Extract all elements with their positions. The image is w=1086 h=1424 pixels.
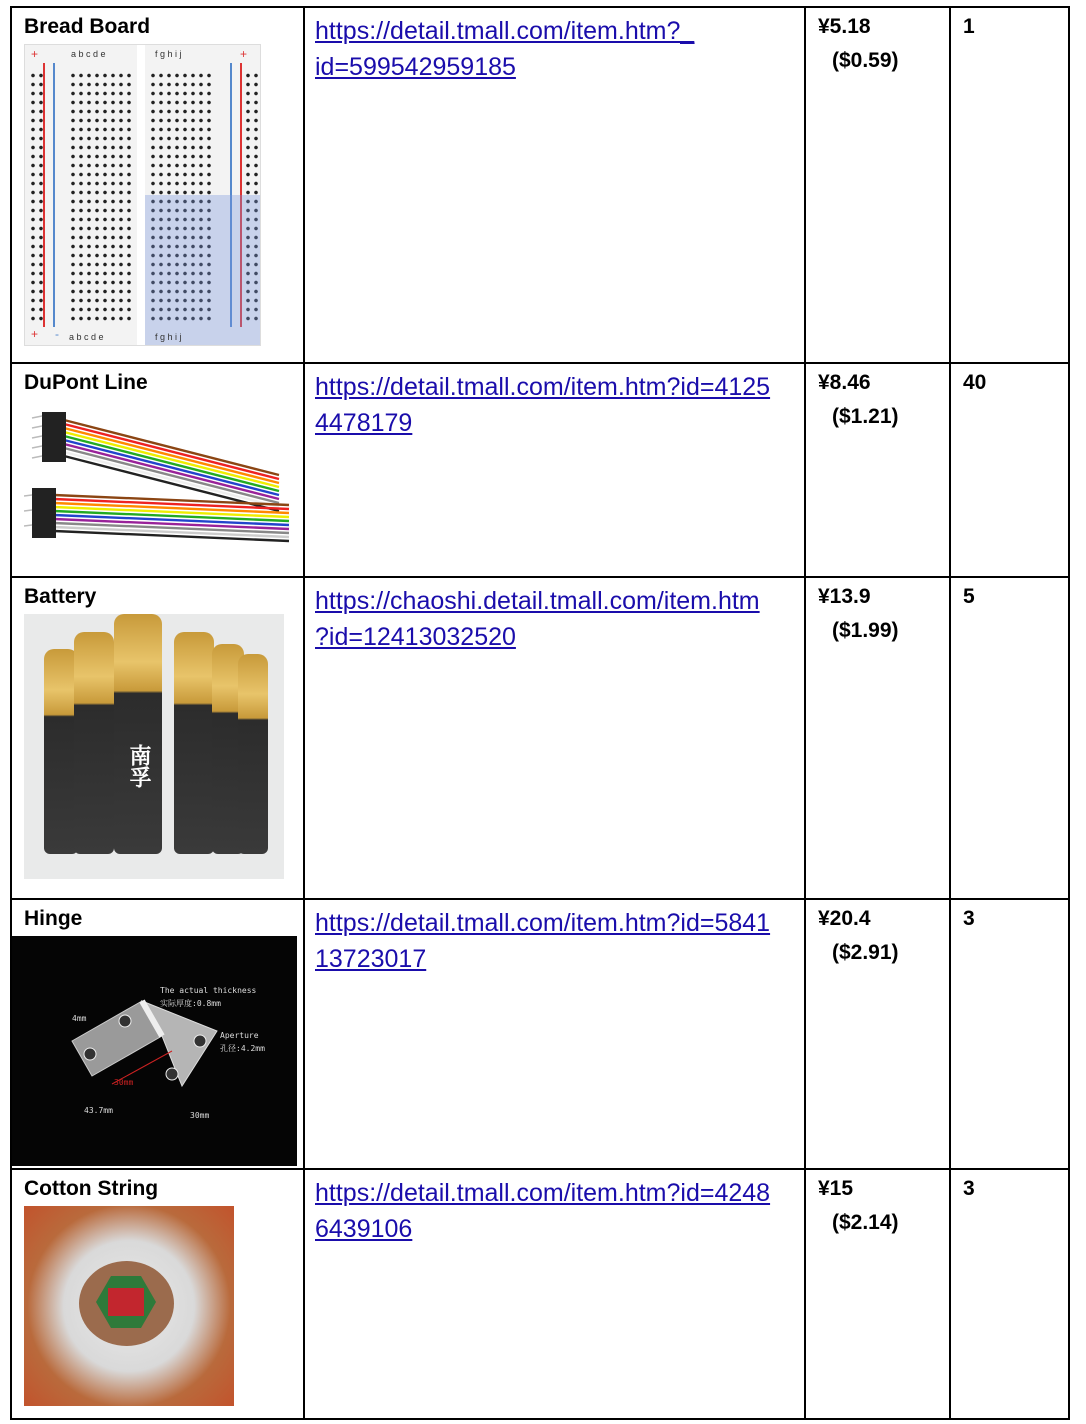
hinge-image [12, 936, 297, 1166]
price-cny: ¥20.4 [818, 907, 871, 930]
power-holes [29, 71, 43, 325]
item-name: DuPont Line [24, 371, 148, 394]
battery-cell [44, 649, 78, 854]
price-usd: ($2.91) [832, 941, 899, 964]
dimension-label: 30mm [190, 1111, 210, 1120]
quantity-cell [950, 363, 1069, 577]
item-name: Bread Board [24, 15, 151, 38]
product-link[interactable]: https://chaoshi.detail.tmall.com/item.htm ?id=12413032520 [315, 587, 760, 651]
product-link[interactable]: https://detail.tmall.com/item.htm?id=4248 6439106 [315, 1179, 771, 1243]
plus-label: + [31, 327, 39, 341]
battery-cell [174, 632, 214, 854]
center-gap [137, 45, 145, 345]
column-label: a b c d e [71, 49, 106, 59]
link-cell [304, 363, 805, 577]
price-cny: ¥13.9 [818, 585, 871, 608]
item-name: Hinge [24, 907, 83, 930]
quantity-cell [950, 577, 1069, 899]
cotton-string-image [24, 1206, 234, 1406]
price-cny: ¥8.46 [818, 371, 871, 394]
column-label: a b c d e [69, 332, 104, 342]
thickness-cn: 实际厚度:0.8mm [160, 999, 221, 1008]
quantity-cell [950, 7, 1069, 363]
breadboard-image [24, 44, 261, 346]
wire-ribbon-graphic [24, 400, 294, 565]
spool-label-center [108, 1288, 144, 1316]
terminal-holes [69, 71, 133, 325]
price-cell [805, 363, 950, 577]
dimension-label: 30mm [114, 1078, 134, 1087]
minus-label: - [55, 327, 59, 341]
battery-cell [74, 632, 114, 854]
price-usd: ($0.59) [832, 49, 899, 72]
item-name: Cotton String [24, 1177, 159, 1200]
quantity: 5 [963, 585, 975, 608]
link-cell [304, 7, 805, 363]
item-cell [11, 899, 304, 1169]
plus-label: + [31, 47, 39, 61]
quantity-cell [950, 899, 1069, 1169]
item-cell [11, 363, 304, 577]
quantity: 3 [963, 1177, 975, 1200]
price-usd: ($1.21) [832, 405, 899, 428]
product-link[interactable]: https://detail.tmall.com/item.htm?_ id=599542959185 [315, 17, 695, 81]
link-cell [304, 577, 805, 899]
battery-brand: 南孚 [127, 744, 152, 788]
item-cell [11, 7, 304, 363]
rail-line [53, 63, 55, 327]
link-cell [304, 1169, 805, 1419]
dupont-wire-image [24, 400, 294, 565]
battery-image [24, 614, 284, 879]
quantity: 3 [963, 907, 975, 930]
price-cell [805, 1169, 950, 1419]
table-row [11, 1169, 1069, 1419]
link-cell [304, 899, 805, 1169]
price-usd: ($1.99) [832, 619, 899, 642]
item-cell [11, 1169, 304, 1419]
selection-overlay [145, 195, 260, 345]
table-row [11, 363, 1069, 577]
column-label: f g h i j [155, 332, 182, 342]
quantity: 1 [963, 15, 975, 38]
battery-cell [114, 614, 162, 854]
item-name: Battery [24, 585, 97, 608]
battery-cell [238, 654, 268, 854]
rail-line [43, 63, 45, 327]
aperture-en: Aperture [220, 1031, 259, 1040]
price-cell [805, 577, 950, 899]
price-cell [805, 7, 950, 363]
price-cny: ¥15 [818, 1177, 854, 1200]
parts-table [10, 6, 1070, 1420]
aperture-cn: 孔径:4.2mm [220, 1044, 265, 1053]
price-cny: ¥5.18 [818, 15, 871, 38]
dimension-label: 4mm [72, 1014, 87, 1023]
thickness-en: The actual thickness [160, 986, 257, 995]
price-usd: ($2.14) [832, 1211, 899, 1234]
price-cell [805, 899, 950, 1169]
dimension-label: 43.7mm [84, 1106, 113, 1115]
table-row [11, 899, 1069, 1169]
product-link[interactable]: https://detail.tmall.com/item.htm?id=4125 4478179 [315, 373, 771, 437]
table-row [11, 577, 1069, 899]
quantity: 40 [963, 371, 987, 394]
table-row [11, 7, 1069, 363]
item-cell [11, 577, 304, 899]
product-link[interactable]: https://detail.tmall.com/item.htm?id=5841 13723017 [315, 909, 771, 973]
plus-label: + [240, 47, 248, 61]
column-label: f g h i j [155, 49, 182, 59]
quantity-cell [950, 1169, 1069, 1419]
